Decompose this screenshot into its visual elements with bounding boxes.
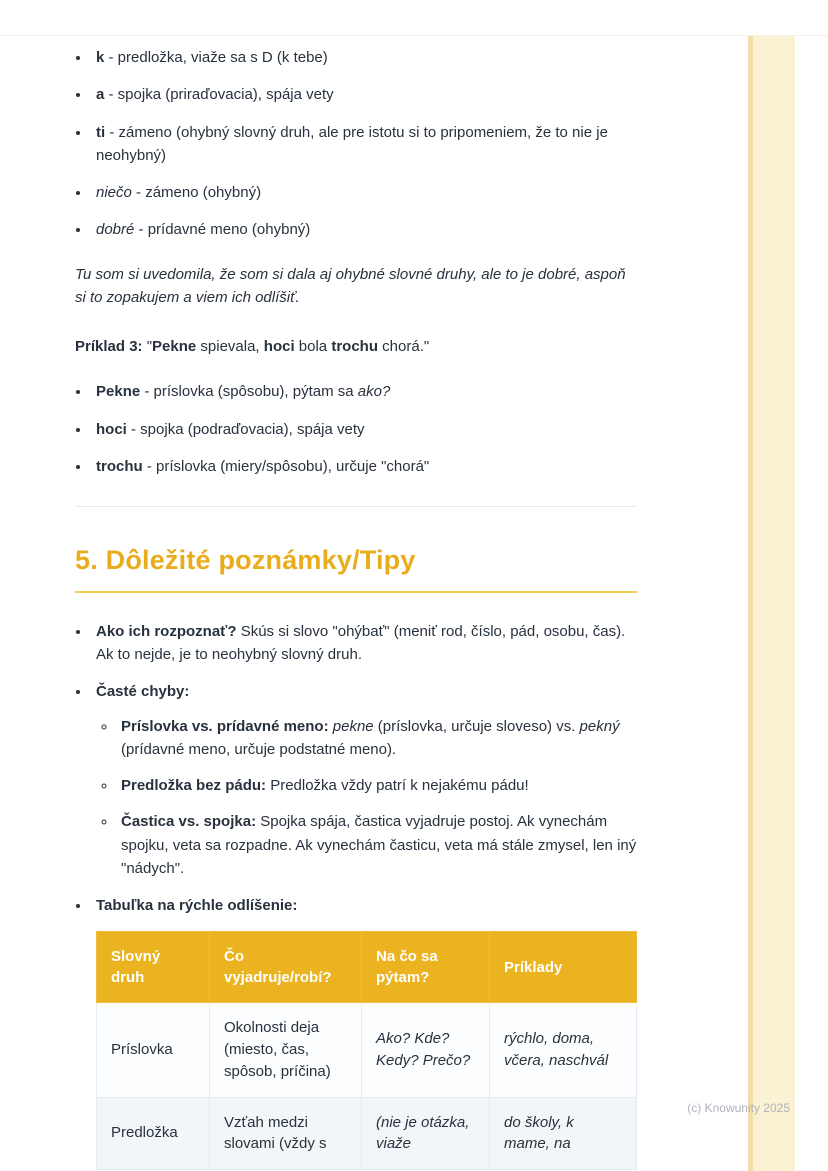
mistake-text: Spojka spája, častica vyjadruje postoj. Ak vynechám spojku, veta sa rozpadne. Ak vynechám časticu, veta má stále zmysel, len iný "nádych". (121, 813, 637, 877)
table-cell: do školy, k mame, na (490, 1097, 637, 1170)
table-cell: Okolnosti deja (miesto, čas, spôsob, príčina) (210, 1003, 362, 1097)
tip-label: Tabuľka na rýchle odlíšenie: (96, 897, 298, 914)
table-cell: Vzťah medzi slovami (vždy s (210, 1097, 362, 1170)
list-item-trochu (91, 455, 637, 478)
table-cell: rýchlo, doma, včera, naschvál (490, 1003, 637, 1097)
analyzed-word: hoci (96, 420, 127, 438)
list-item-k (91, 46, 637, 69)
word-analysis-text: - príslovka (miery/spôsobu), určuje "chorá" (142, 457, 430, 475)
example-text: " (142, 338, 153, 355)
table-cell: (nie je otázka, viaže (362, 1097, 490, 1170)
analyzed-word: niečo (96, 184, 132, 201)
mistake-label: Predložka bez pádu: (121, 777, 267, 794)
mistake-label: Častica vs. spojka: (121, 813, 257, 831)
document-page (75, 46, 637, 1170)
mistake-item (117, 810, 637, 880)
mistake-item (117, 774, 637, 797)
word-analysis-text: - predložka, viaže sa s D (k tebe) (104, 49, 328, 66)
analyzed-word: Pekne (96, 383, 141, 401)
notebook-edge-strip (748, 36, 795, 1171)
tip-item-table-intro (91, 894, 637, 917)
example2-analysis-list (75, 46, 637, 242)
table-header-cell: Príklady (490, 932, 637, 1003)
example-word: pekný (579, 717, 620, 735)
highlighted-word: Pekne (152, 338, 197, 355)
highlighted-word: trochu (331, 338, 378, 355)
table-header-cell: Na čo sa pýtam? (362, 932, 490, 1003)
example3-sentence (75, 335, 637, 358)
question-word: ako? (357, 383, 391, 401)
tip-item-recognize (91, 620, 637, 667)
mistake-label: Príslovka vs. prídavné meno: (121, 717, 329, 735)
list-item-pekne (91, 380, 637, 403)
analyzed-word: dobré (96, 221, 135, 239)
word-analysis-text: - zámeno (ohybný slovný druh, ale pre istotu si to pripomeniem, že to nie je neohybný) (96, 123, 608, 164)
tip-text: Skús si slovo "ohýbať" (meniť rod, číslo, pád, osobu, čas). Ak to nejde, je to neohybný slovný druh. (96, 622, 626, 663)
table-header-cell: Čo vyjadruje/robí? (210, 932, 362, 1003)
table-cell: Príslovka (97, 1003, 210, 1097)
word-analysis-text: - zámeno (ohybný) (131, 184, 262, 201)
word-analysis-text: - príslovka (spôsobu), pýtam sa (140, 383, 358, 401)
example3-analysis-list (75, 380, 637, 478)
table-cell: Ako? Kde? Kedy? Prečo? (362, 1003, 490, 1097)
example-text: chorá." (378, 338, 430, 355)
tips-list (75, 620, 637, 918)
personal-note: Tu som si uvedomila, že som si dala aj ohybné slovné druhy, ale to je dobré, aspoň si to zopakujem a viem ich odlíšiť. (75, 265, 626, 306)
analyzed-word: ti (96, 123, 106, 141)
example-text: spievala, (196, 338, 264, 355)
table-row (97, 1003, 637, 1097)
list-item-nieco (91, 181, 637, 204)
mistake-text: (prídavné meno, určuje podstatné meno). (121, 740, 397, 758)
section-divider (75, 506, 637, 507)
section-heading: 5. Dôležité poznámky/Tipy (75, 544, 637, 593)
list-item-hoci (91, 418, 637, 441)
mistake-item (117, 715, 637, 762)
watermark: (c) Knowunity 2025 (687, 1101, 790, 1115)
table-cell: Predložka (97, 1097, 210, 1170)
example-label: Príklad 3: (75, 338, 143, 355)
word-analysis-text: - prídavné meno (ohybný) (134, 221, 311, 239)
list-item-ti (91, 121, 637, 168)
page-top-edge (0, 35, 828, 36)
common-mistakes-list (96, 715, 637, 881)
tip-label: Časté chyby: (96, 683, 190, 701)
analyzed-word: trochu (96, 457, 143, 475)
tip-label: Ako ich rozpoznať? (96, 622, 237, 640)
list-item-a (91, 83, 637, 106)
table-header-row (97, 932, 637, 1003)
table-header-cell: Slovný druh (97, 932, 210, 1003)
example-word: pekne (328, 717, 374, 735)
table-row (97, 1097, 637, 1170)
analyzed-word: k (96, 49, 105, 66)
highlighted-word: hoci (263, 338, 295, 355)
word-analysis-text: - spojka (priraďovacia), spája vety (104, 86, 334, 104)
mistake-text: (príslovka, určuje sloveso) vs. (373, 717, 580, 735)
word-analysis-text: - spojka (podraďovacia), spája vety (126, 420, 365, 438)
tip-item-common-mistakes (91, 680, 637, 880)
mistake-text: Predložka vždy patrí k nejakému pádu! (266, 777, 529, 794)
analyzed-word: a (96, 86, 105, 104)
example-text: bola (294, 338, 332, 355)
quick-reference-table (96, 931, 637, 1170)
list-item-dobre (91, 218, 637, 241)
